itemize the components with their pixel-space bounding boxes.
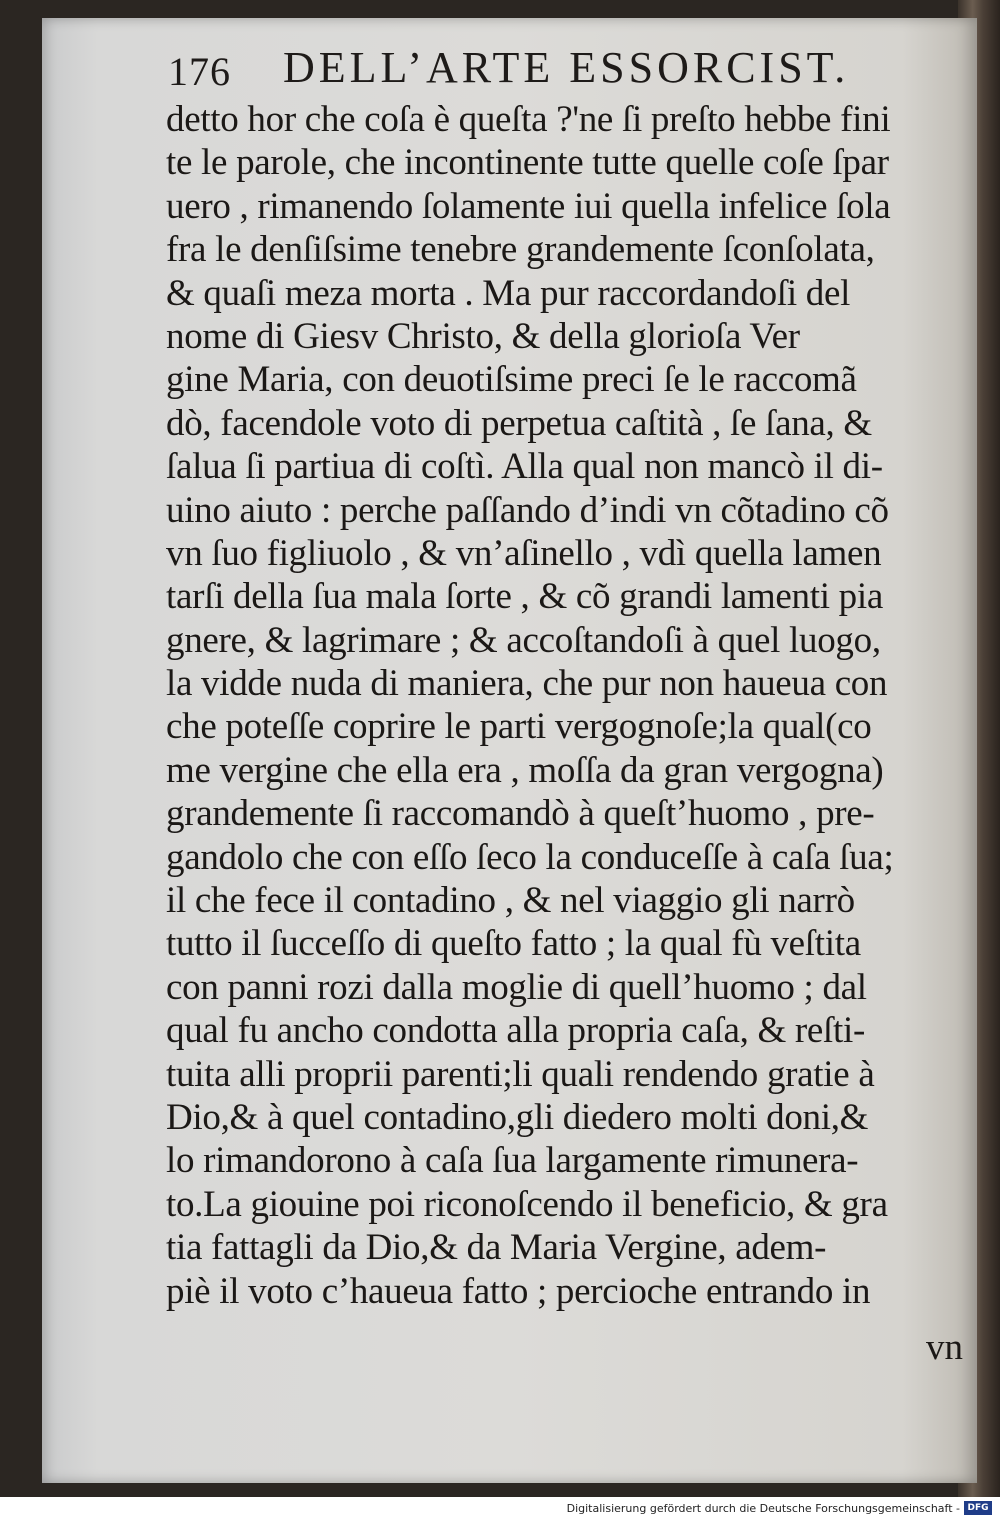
text-line: gandolo che con eſſo ſeco la conduceſſe à caſa ſua; [166, 836, 894, 878]
text-line: qual fu ancho condotta alla propria caſa, & reſti- [166, 1010, 866, 1052]
text-line: tia fattagli da Dio,& da Maria Vergine, adem- [166, 1227, 827, 1269]
text-line: uero , rimanendo ſolamente iui quella infelice ſola [166, 185, 891, 227]
text-line: tutto il ſucceſſo di queſto fatto ; la qual fù veſtita [166, 923, 861, 965]
catchword: vn [926, 1327, 963, 1368]
text-line: uino aiuto : perche paſſando d’indi vn cõtadino cõ [166, 489, 889, 531]
text-line: Dio,& à quel contadino,gli diedero molti doni,& [166, 1096, 869, 1138]
text-line: te le parole, che incontinente tutte quelle coſe ſpar [166, 142, 889, 184]
text-line: tuita alli proprii parenti;li quali rendendo gratie à [166, 1053, 875, 1095]
page-header [168, 38, 888, 94]
text-line: piè il voto c’haueua fatto ; percioche entrando in [166, 1270, 871, 1312]
text-line: con panni rozi dalla moglie di quell’huomo ; dal [166, 966, 867, 1008]
body-text [166, 98, 966, 1313]
text-line: grandemente ſi raccomandò à queſt’huomo , pre- [166, 793, 875, 835]
funding-credit: Digitalisierung gefördert durch die Deutsche Forschungsgemeinschaft - [566, 1502, 960, 1515]
text-line: to.La giouine poi riconoſcendo il beneficio, & gra [166, 1183, 888, 1225]
text-line: & quaſi meza morta . Ma pur raccordandoſi del [166, 272, 851, 314]
text-line: gine Maria, con deuotiſsime preci ſe le raccomã [166, 359, 857, 401]
text-line: dò, facendole voto di perpetua caſtità , ſe ſana, & [166, 402, 872, 444]
text-line: la vidde nuda di maniera, che pur non haueua con [166, 663, 888, 705]
dfg-logo: DFG [964, 1501, 992, 1515]
text-line: nome di Giesv Christo, & della glorioſa Ver [166, 315, 800, 357]
text-line: fra le denſiſsime tenebre grandemente ſconſolata, [166, 229, 875, 271]
text-line: tarſi della ſua mala ſorte , & cõ grandi lamenti pia [166, 576, 883, 618]
running-head: DELL’ARTE ESSORCIST. [283, 43, 850, 92]
text-line: ſalua ſi partiua di coſtì. Alla qual non mancò il di- [166, 446, 883, 488]
text-line: il che fece il contadino , & nel viaggio gli narrò [166, 880, 855, 922]
text-line: me vergine che ella era , moſſa da gran vergogna) [166, 749, 884, 791]
text-line: detto hor che coſa è queſta ?'ne ſi preſto hebbe fini [166, 99, 891, 140]
text-line: che poteſſe coprire le parti vergognoſe;la qual(co [166, 706, 872, 748]
text-line: gnere, & lagrimare ; & accoſtandoſi à quel luogo, [166, 619, 881, 661]
page-number: 176 [168, 49, 231, 94]
text-line: vn ſuo figliuolo , & vn’aſinello , vdì quella lamen [166, 532, 882, 574]
text-line: lo rimandorono à caſa ſua largamente rimunera- [166, 1140, 859, 1182]
